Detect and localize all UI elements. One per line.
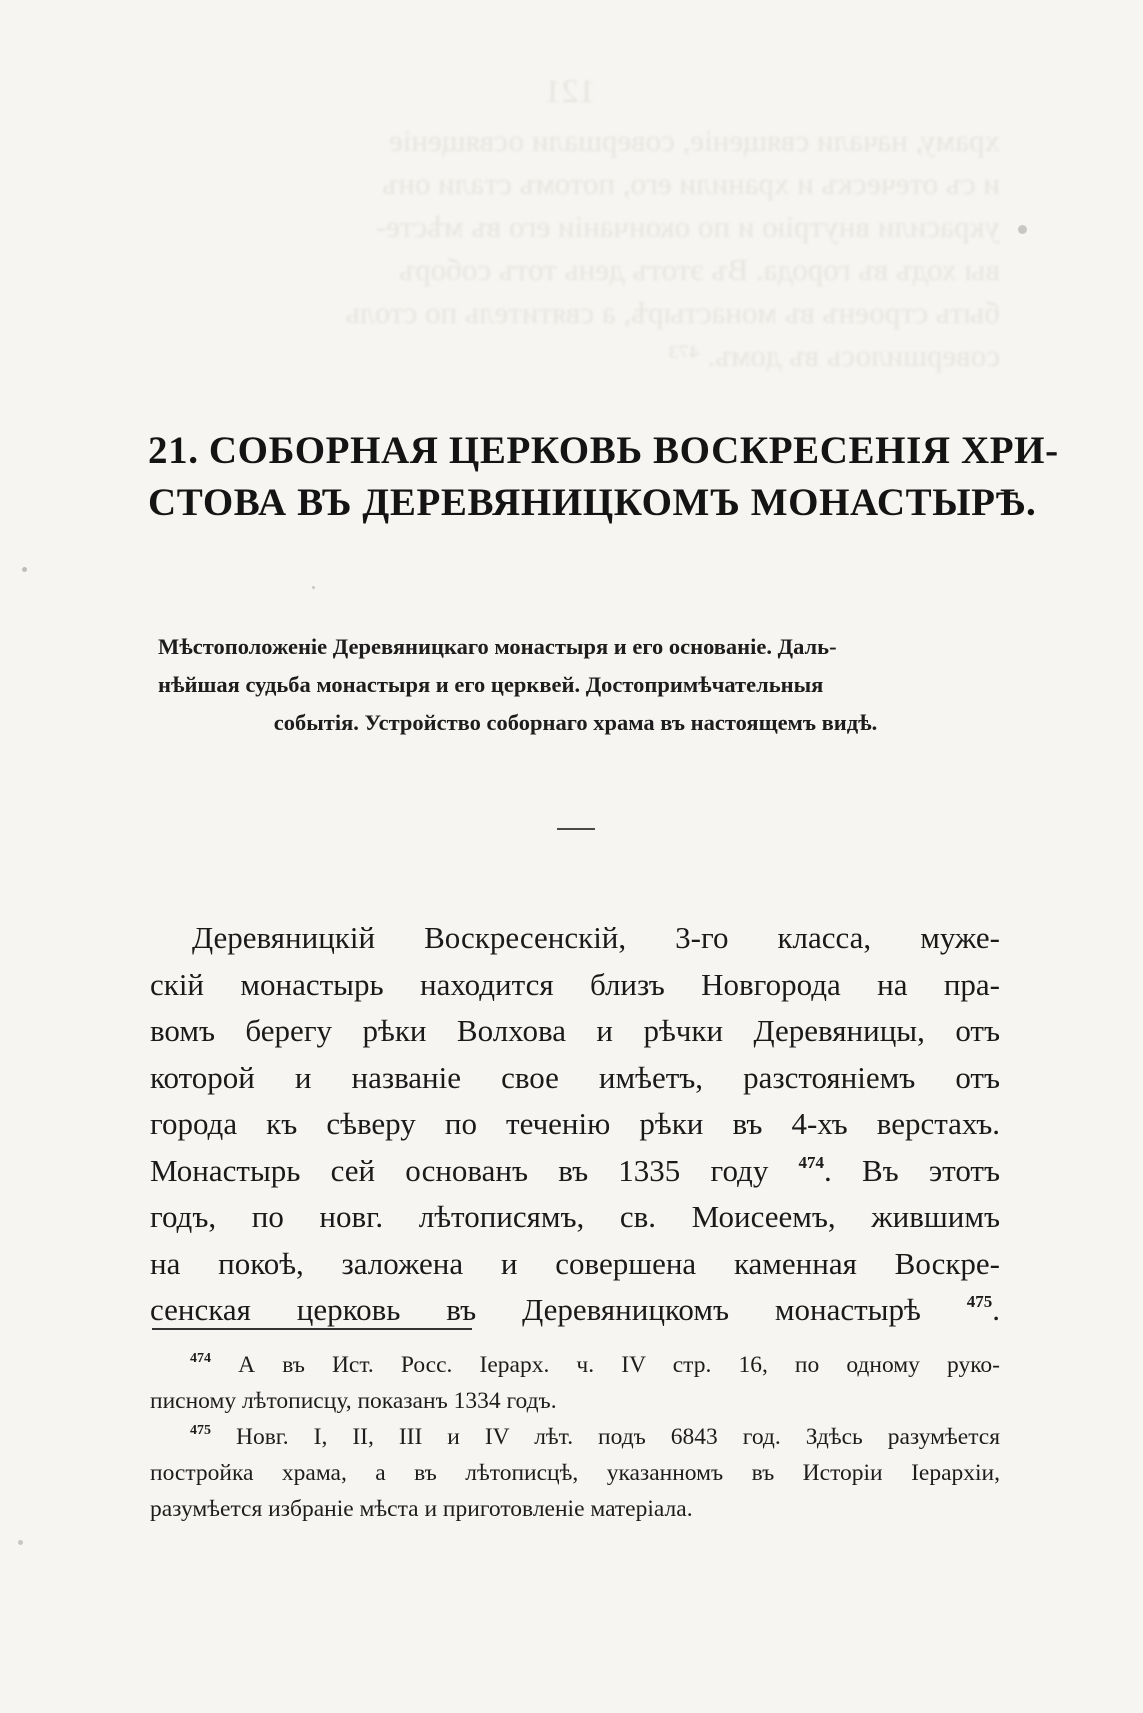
body-line: Деревяницкій Воскресенскій, 3-го класса, муже- — [192, 920, 1000, 955]
footnote-line — [150, 1419, 1000, 1455]
summary-line-2: нѣйшая судьба монастыря и его церквей. Достопримѣчательныя — [158, 672, 824, 697]
footnote-number: 475 — [190, 1423, 211, 1438]
ghost-folio: 121 — [544, 73, 596, 110]
ghost-line: украсили внутрію и по окончаніи его въ мѣсте- — [375, 209, 1000, 244]
ghost-line: вы ходъ въ города. Въ этотъ день тотъ соборъ — [399, 252, 1000, 287]
footnote-line: постройка храма, а въ лѣтописцѣ, указанномъ въ Исторіи Іерархіи, — [150, 1460, 1000, 1486]
body-line — [150, 1148, 1000, 1195]
body-line: скій монастырь находится близъ Новгорода на пра- — [150, 966, 1000, 1002]
ghost-line: и съ отеческъ и хранили его, потомъ стали онъ — [382, 166, 1000, 201]
body-line: годъ, по новг. лѣтописямъ, св. Моисеемъ, жившимъ — [150, 1199, 1000, 1234]
bleed-through-text — [140, 70, 1000, 377]
ghost-line: храму, начали священіе, совершали освященіе — [389, 123, 1000, 158]
body-line: которой и названіе свое имѣетъ, разстояніемъ отъ — [150, 1059, 1000, 1095]
body-line: вомъ берегу рѣки Волхова и рѣчки Деревяницы, отъ — [150, 1013, 1000, 1048]
chapter-heading — [148, 425, 1059, 529]
footnote-line: разумѣется избраніе мѣста и приготовленіе матеріала. — [150, 1496, 693, 1522]
footnote-number: 474 — [190, 1351, 211, 1366]
footnotes — [150, 1347, 1000, 1527]
chapter-summary — [158, 628, 993, 742]
heading-line-2: СТОВА ВЪ ДЕРЕВЯНИЦКОМЪ МОНАСТЫРѢ. — [148, 481, 1037, 524]
body-line: на покоѣ, заложена и совершена каменная Воскре- — [150, 1245, 1000, 1281]
footnote-ref[interactable]: 474 — [798, 1152, 825, 1172]
ghost-line: совершилось въ домъ. ⁴⁷³ — [668, 338, 1000, 373]
footnote-rule — [152, 1328, 472, 1330]
body-line — [150, 1287, 1000, 1334]
body-text: . Въ этотъ — [824, 1152, 1000, 1188]
summary-line-1: Мѣстоположеніе Деревяницкаго монастыря и его основаніе. Даль- — [158, 634, 837, 659]
speck — [312, 586, 315, 589]
section-divider — [557, 828, 595, 830]
body-line: города къ сѣверу по теченію рѣки въ 4-хъ верстахъ. — [150, 1106, 1000, 1141]
ghost-line: быть строенъ въ монастырѣ, а святитель по столь — [345, 295, 1000, 330]
speck — [1018, 225, 1027, 234]
footnote-text: Новг. I, II, III и IV лѣт. подъ 6843 год. Здѣсь разумѣется — [235, 1424, 1000, 1450]
footnote-text: А въ Ист. Росс. Іерарх. ч. IV стр. 16, по одному руко- — [238, 1352, 1000, 1378]
speck — [18, 1540, 23, 1545]
body-text: . — [992, 1292, 1000, 1327]
body-text: Монастырь сей основанъ въ 1335 году — [150, 1152, 769, 1188]
footnote-line — [150, 1347, 1000, 1383]
heading-line-1: 21. СОБОРНАЯ ЦЕРКОВЬ ВОСКРЕСЕНІЯ ХРИ- — [148, 429, 1059, 472]
body-text: сенская церковь въ Деревяницкомъ монастырѣ — [150, 1292, 921, 1327]
speck — [22, 567, 27, 572]
footnote-line: писному лѣтописцу, показанъ 1334 годъ. — [150, 1388, 557, 1414]
footnote-ref[interactable]: 475 — [966, 1292, 993, 1311]
summary-line-3: событія. Устройство соборнаго храма въ настоящемъ видѣ. — [273, 710, 878, 735]
body-paragraph — [150, 915, 1000, 1334]
